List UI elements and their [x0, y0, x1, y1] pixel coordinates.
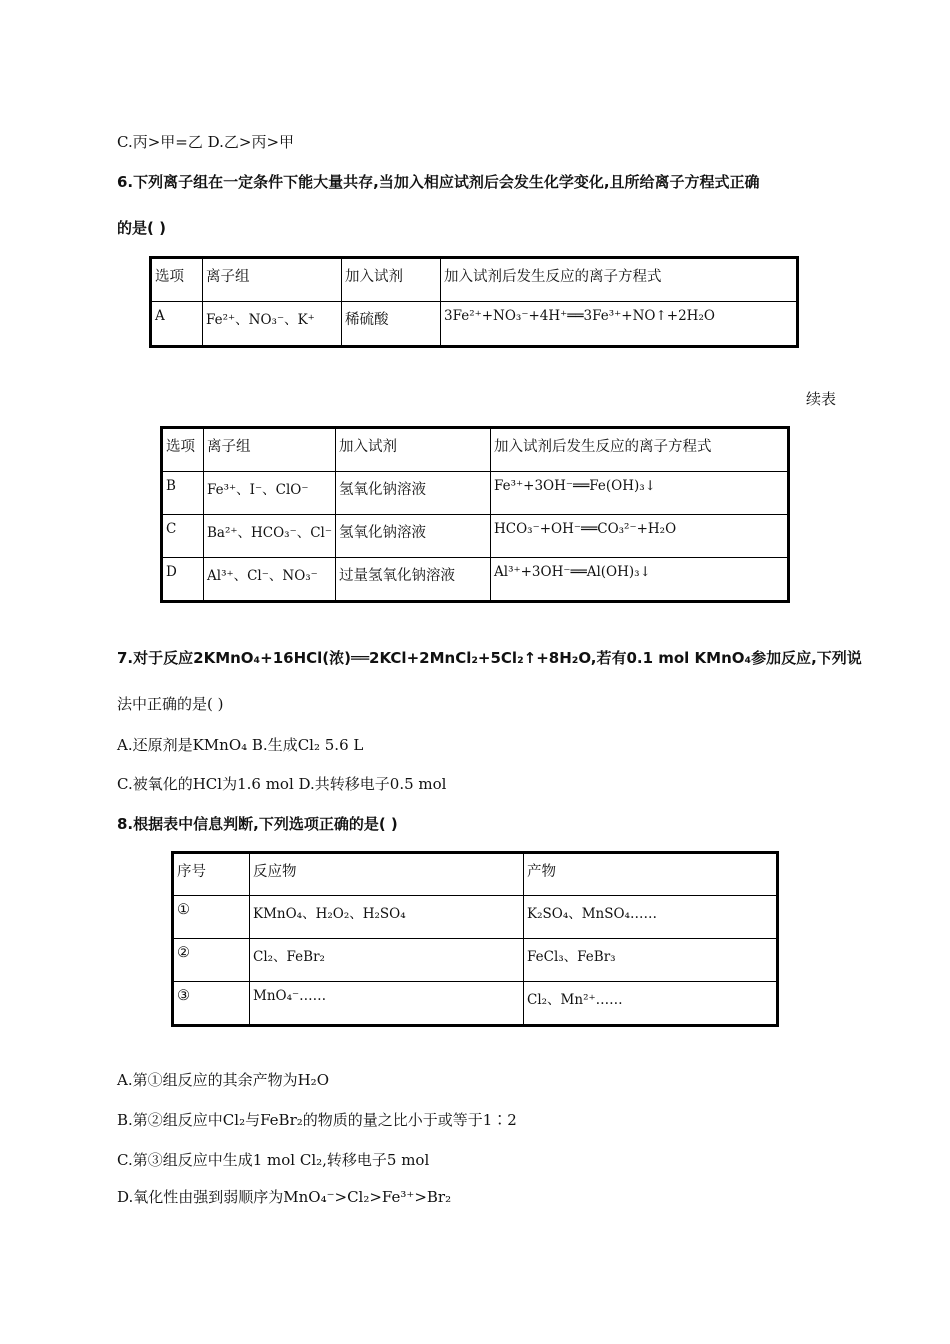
table-row — [162, 558, 789, 602]
row2-products: FeCl₃、FeBr₃ — [524, 939, 778, 982]
header-products: 产物 — [524, 853, 778, 896]
q7-options-ab: A.还原剂是KMnO₄ B.生成Cl₂ 5.6 L — [117, 736, 364, 754]
row1-index: ① — [173, 896, 250, 939]
row1-products: K₂SO₄、MnSO₄…… — [524, 896, 778, 939]
q8-option-c: C.第③组反应中生成1 mol Cl₂,转移电子5 mol — [117, 1151, 430, 1169]
row-b-equation: Fe³⁺+3OH⁻══Fe(OH)₃↓ — [491, 472, 789, 515]
header-reagent: 加入试剂 — [342, 258, 441, 302]
q6-stem-line2: 的是( ) — [117, 219, 166, 237]
table-row — [173, 939, 778, 982]
q6-stem-line1: 6.下列离子组在一定条件下能大量共存,当加入相应试剂后会发生化学变化,且所给离子方程式正确 — [117, 173, 760, 191]
table-row — [162, 515, 789, 558]
header-index: 序号 — [173, 853, 250, 896]
q8-option-a: A.第①组反应的其余产物为H₂O — [117, 1071, 329, 1089]
row-b-reagent: 氢氧化钠溶液 — [336, 472, 491, 515]
header-option: 选项 — [151, 258, 203, 302]
row-d-equation: Al³⁺+3OH⁻══Al(OH)₃↓ — [491, 558, 789, 602]
table-row — [173, 896, 778, 939]
row1-reactants: KMnO₄、H₂O₂、H₂SO₄ — [250, 896, 524, 939]
row2-reactants: Cl₂、FeBr₂ — [250, 939, 524, 982]
table-row — [151, 302, 798, 347]
header-equation: 加入试剂后发生反应的离子方程式 — [491, 428, 789, 472]
header-ions: 离子组 — [203, 258, 342, 302]
q7-stem-line2: 法中正确的是( ) — [117, 695, 224, 713]
q8-stem: 8.根据表中信息判断,下列选项正确的是( ) — [117, 815, 398, 833]
row-b-ions: Fe³⁺、I⁻、ClO⁻ — [204, 472, 336, 515]
row-a-reagent: 稀硫酸 — [342, 302, 441, 347]
row-c-option: C — [162, 515, 204, 558]
row-a-equation: 3Fe²⁺+NO₃⁻+4H⁺══3Fe³⁺+NO↑+2H₂O — [441, 302, 798, 347]
row-c-ions: Ba²⁺、HCO₃⁻、Cl⁻ — [204, 515, 336, 558]
continued-label: 续表 — [805, 390, 836, 408]
row-d-option: D — [162, 558, 204, 602]
table-row — [162, 472, 789, 515]
q8-table — [171, 851, 779, 1027]
row-b-option: B — [162, 472, 204, 515]
q6-table-part2 — [160, 426, 790, 603]
q8-option-d: D.氧化性由强到弱顺序为MnO₄⁻>Cl₂>Fe³⁺>Br₂ — [117, 1188, 452, 1206]
header-ions: 离子组 — [204, 428, 336, 472]
options-c-d-line: C.丙>甲=乙 D.乙>丙>甲 — [117, 133, 295, 151]
header-reagent: 加入试剂 — [336, 428, 491, 472]
header-equation: 加入试剂后发生反应的离子方程式 — [441, 258, 798, 302]
row-c-reagent: 氢氧化钠溶液 — [336, 515, 491, 558]
q8-option-b: B.第②组反应中Cl₂与FeBr₂的物质的量之比小于或等于1∶2 — [117, 1111, 517, 1129]
row-a-option: A — [151, 302, 203, 347]
q7-stem-line1: 7.对于反应2KMnO₄+16HCl(浓)══2KCl+2MnCl₂+5Cl₂↑+8H₂O,若有0.1 mol KMnO₄参加反应,下列说 — [117, 649, 862, 667]
row3-products: Cl₂、Mn²⁺…… — [524, 982, 778, 1026]
row-a-ions: Fe²⁺、NO₃⁻、K⁺ — [203, 302, 342, 347]
header-reactants: 反应物 — [250, 853, 524, 896]
row-d-reagent: 过量氢氧化钠溶液 — [336, 558, 491, 602]
table-row — [173, 982, 778, 1026]
row3-index: ③ — [173, 982, 250, 1026]
q6-table-part1 — [149, 256, 799, 348]
q7-options-cd: C.被氧化的HCl为1.6 mol D.共转移电子0.5 mol — [117, 775, 447, 793]
row2-index: ② — [173, 939, 250, 982]
row-c-equation: HCO₃⁻+OH⁻══CO₃²⁻+H₂O — [491, 515, 789, 558]
row3-reactants: MnO₄⁻…… — [250, 982, 524, 1026]
header-option: 选项 — [162, 428, 204, 472]
row-d-ions: Al³⁺、Cl⁻、NO₃⁻ — [204, 558, 336, 602]
